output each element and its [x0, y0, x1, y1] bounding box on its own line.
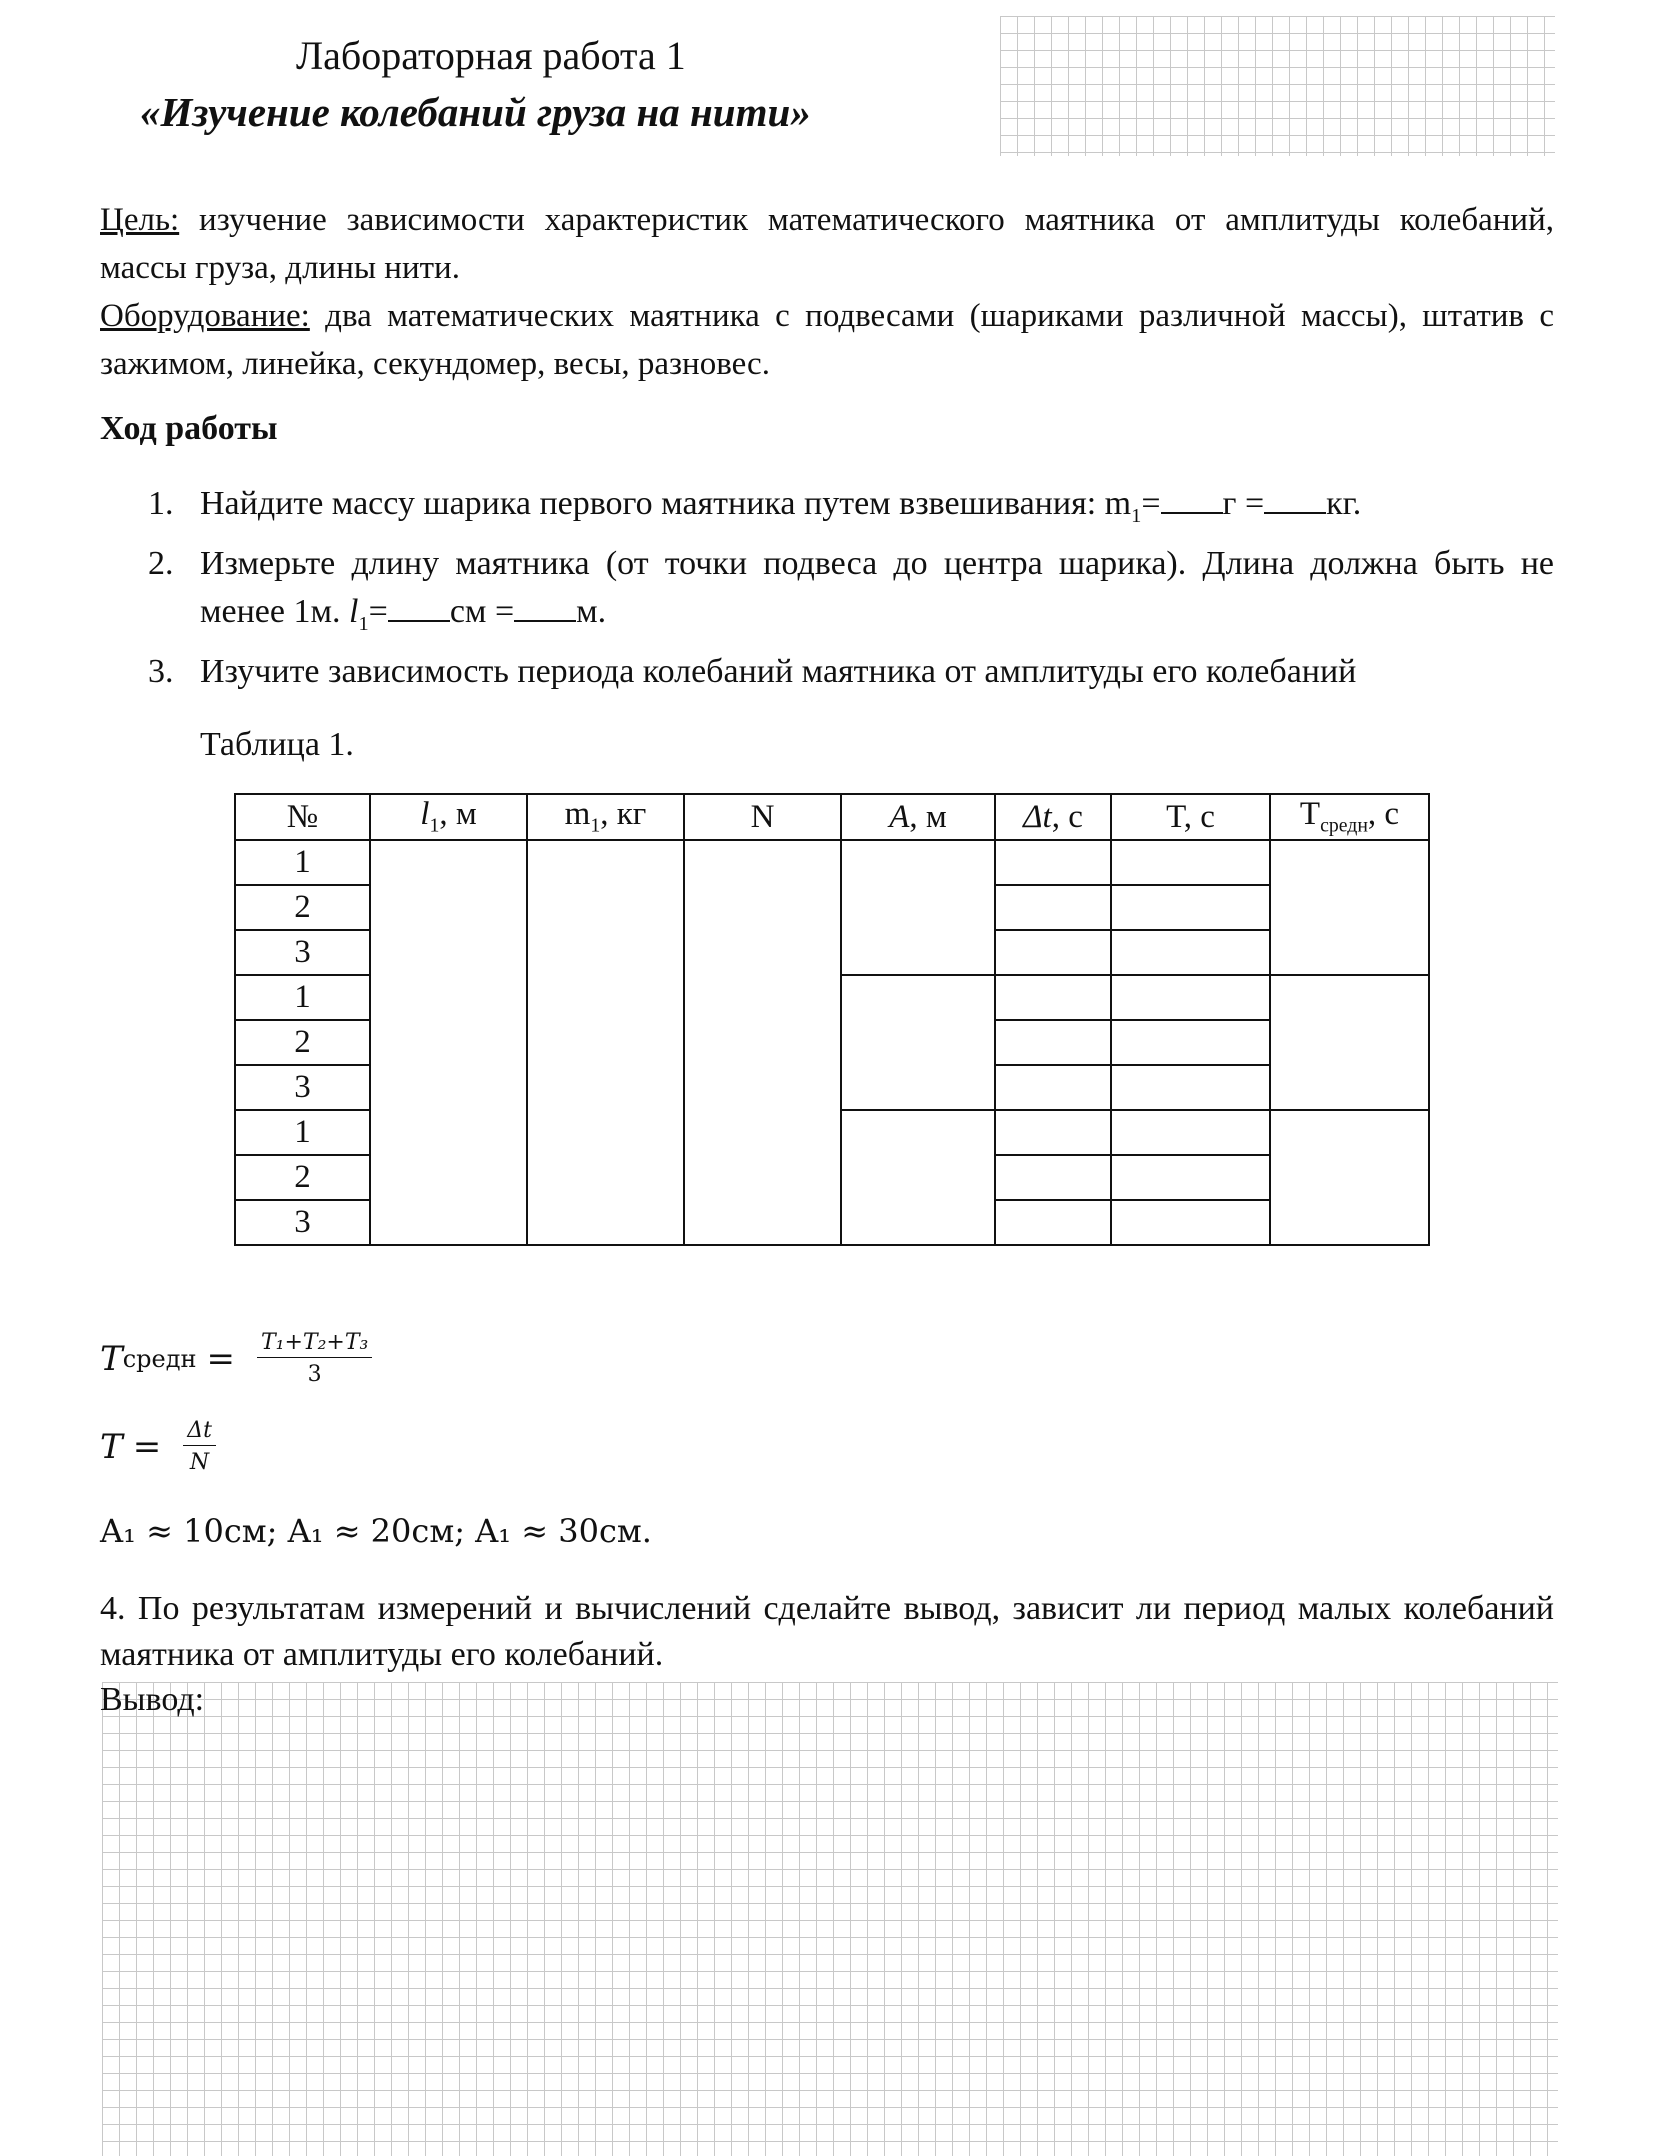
length-cell[interactable]	[370, 840, 527, 1245]
amplitude-cell[interactable]	[841, 1110, 995, 1245]
procedure-steps	[148, 480, 1554, 696]
formula-equals: =	[132, 1426, 162, 1467]
time-cell[interactable]	[995, 930, 1111, 975]
step-subscript: 1	[1131, 504, 1142, 527]
period-cell[interactable]	[1111, 1065, 1270, 1110]
header-var: Δt	[1023, 798, 1052, 835]
step-number: 1.	[148, 485, 174, 522]
header-unit: , м	[909, 798, 947, 835]
table-row	[235, 840, 1429, 885]
row-number-cell: 3	[235, 1065, 370, 1110]
step-text: =	[1141, 485, 1161, 522]
step-number: 3.	[148, 652, 174, 690]
mass-blank-kg[interactable]	[1264, 482, 1326, 514]
period-cell[interactable]	[1111, 840, 1270, 885]
lab-title: Лабораторная работа 1	[296, 33, 686, 78]
goal-paragraph	[100, 196, 1554, 292]
header-var: m	[564, 796, 591, 833]
average-period-cell[interactable]	[1270, 1110, 1429, 1245]
formula-fraction	[257, 1330, 372, 1387]
time-cell[interactable]	[995, 885, 1111, 930]
lab-subtitle: «Изучение колебаний груза на нити»	[140, 89, 811, 135]
header-amplitude	[841, 794, 995, 840]
measurement-table	[234, 793, 1430, 1246]
period-cell[interactable]	[1111, 1200, 1270, 1245]
step-text: см =	[449, 592, 515, 630]
header-period: T, с	[1111, 794, 1270, 840]
formula-variable: T	[100, 1338, 123, 1379]
average-period-cell[interactable]	[1270, 975, 1429, 1110]
step-3	[148, 648, 1554, 696]
period-cell[interactable]	[1111, 1110, 1270, 1155]
amplitude-values: A₁ ≈ 10см; A₁ ≈ 20см; A₁ ≈ 30см.	[100, 1512, 652, 1550]
formula-variable: T	[100, 1426, 123, 1467]
header-var: T	[1299, 796, 1321, 833]
row-number-cell: 1	[235, 975, 370, 1020]
time-cell[interactable]	[995, 1110, 1111, 1155]
period-cell[interactable]	[1111, 975, 1270, 1020]
amplitude-cell[interactable]	[841, 840, 995, 975]
step-text: г =	[1222, 485, 1265, 522]
header-var: l	[420, 796, 430, 833]
average-period-formula	[100, 1330, 372, 1387]
header-unit: , м	[439, 796, 477, 833]
step-4: 4. По результатам измерений и вычислений сделайте вывод, зависит ли период малых колебаний маятника от амплитуды его колебаний.	[100, 1590, 1554, 1673]
row-number-cell: 2	[235, 1155, 370, 1200]
length-variable: l	[349, 592, 359, 630]
row-number-cell: 1	[235, 1110, 370, 1155]
row-number-cell: 2	[235, 1020, 370, 1065]
equipment-label: Оборудование:	[100, 298, 310, 334]
period-cell[interactable]	[1111, 1155, 1270, 1200]
step-text: м.	[576, 592, 607, 630]
header-var: A	[889, 798, 910, 835]
header-sub: 1	[429, 814, 440, 837]
step-text: Найдите массу шарика первого маятника путем взвешивания: m	[200, 485, 1132, 522]
table-caption: Таблица 1.	[200, 726, 354, 763]
length-blank-cm[interactable]	[388, 590, 450, 622]
row-number-cell: 3	[235, 930, 370, 975]
formula-numerator: T₁+T₂+T₃	[257, 1330, 372, 1358]
formula-subscript: средн	[122, 1344, 197, 1373]
header-sub: средн	[1320, 814, 1368, 837]
header-unit: , с	[1051, 798, 1083, 835]
formula-denominator: N	[189, 1450, 210, 1475]
equipment-text: два математических маятника с подвесами (шариками различной массы), штатив с зажимом, линейка, секундомер, весы, разновес.	[100, 298, 1554, 382]
equipment-paragraph	[100, 292, 1554, 388]
table-header-row	[235, 794, 1429, 840]
header-sub: 1	[590, 814, 601, 837]
step-text: Изучите зависимость периода колебаний маятника от амплитуды его колебаний	[200, 652, 1357, 690]
formula-equals: =	[206, 1338, 235, 1379]
goal-label: Цель:	[100, 202, 180, 238]
average-period-cell[interactable]	[1270, 840, 1429, 975]
step-number: 2.	[148, 544, 174, 582]
formula-denominator: 3	[307, 1362, 322, 1387]
time-cell[interactable]	[995, 1020, 1111, 1065]
header-mass	[527, 794, 684, 840]
header-unit: , кг	[600, 796, 647, 833]
step-text: Измерьте длину маятника (от точки подвеса до центра шарика). Длина должна быть не менее 1м.	[200, 544, 1554, 630]
header-time	[995, 794, 1111, 840]
period-formula	[100, 1418, 216, 1475]
amplitude-cell[interactable]	[841, 975, 995, 1110]
procedure-heading: Ход работы	[100, 410, 278, 447]
row-number-cell: 1	[235, 840, 370, 885]
step-text: кг.	[1326, 485, 1362, 522]
oscillations-cell[interactable]	[684, 840, 841, 1245]
formula-fraction	[183, 1418, 216, 1475]
time-cell[interactable]	[995, 1200, 1111, 1245]
formula-numerator: Δt	[183, 1418, 216, 1446]
length-blank-m[interactable]	[514, 590, 576, 622]
answer-grid-conclusion[interactable]	[102, 1682, 1558, 2156]
header-average-period	[1270, 794, 1429, 840]
step-1	[148, 480, 1554, 540]
step-2	[148, 540, 1554, 648]
header-length	[370, 794, 527, 840]
mass-cell[interactable]	[527, 840, 684, 1245]
time-cell[interactable]	[995, 1065, 1111, 1110]
step-subscript: 1	[358, 612, 369, 635]
time-cell[interactable]	[995, 1155, 1111, 1200]
answer-grid-top	[1000, 16, 1555, 156]
row-number-cell: 2	[235, 885, 370, 930]
goal-text: изучение зависимости характеристик математического маятника от амплитуды колебаний, массы груза, длины нити.	[100, 202, 1554, 286]
header-unit: , с	[1367, 796, 1400, 833]
time-cell[interactable]	[995, 975, 1111, 1020]
step-text: =	[368, 592, 388, 630]
header-oscillations: N	[684, 794, 841, 840]
conclusion-label: Вывод:	[100, 1681, 205, 1718]
row-number-cell: 3	[235, 1200, 370, 1245]
period-cell[interactable]	[1111, 930, 1270, 975]
header-number: №	[235, 794, 370, 840]
time-cell[interactable]	[995, 840, 1111, 885]
period-cell[interactable]	[1111, 885, 1270, 930]
period-cell[interactable]	[1111, 1020, 1270, 1065]
mass-blank-grams[interactable]	[1161, 482, 1223, 514]
